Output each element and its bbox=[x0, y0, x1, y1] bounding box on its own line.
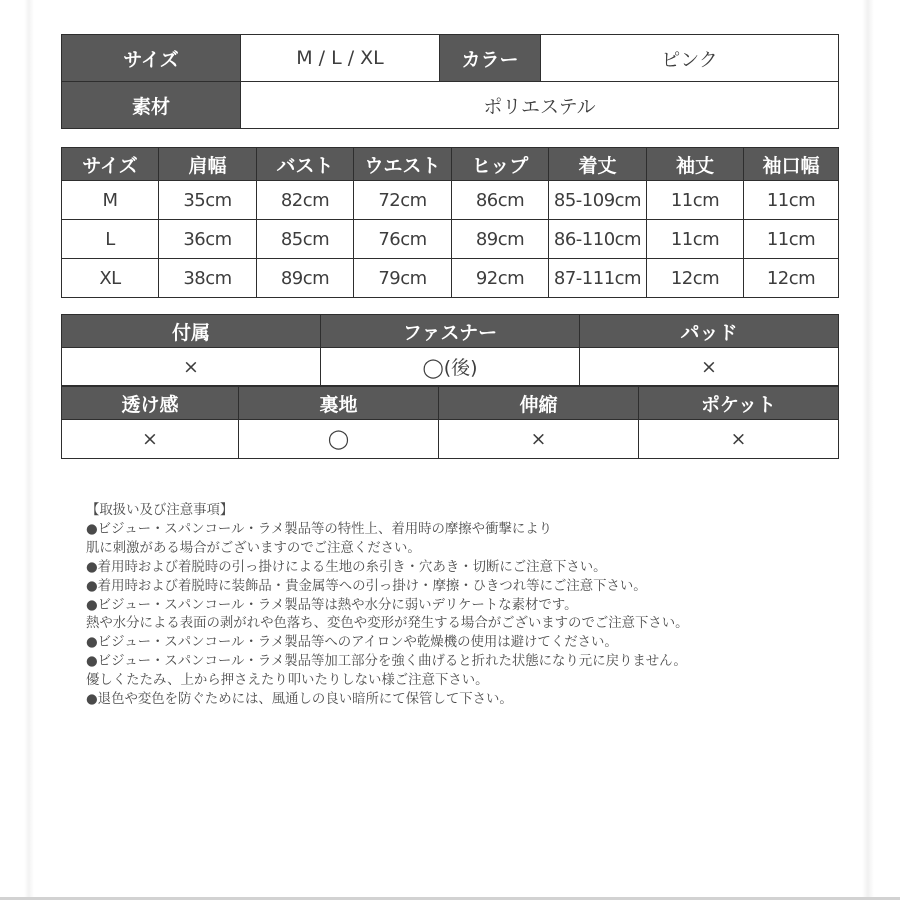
header-sleeve-length: 袖丈 bbox=[647, 148, 744, 181]
cell-hip: 89cm bbox=[452, 220, 549, 259]
header-padding: パッド bbox=[580, 315, 839, 348]
page-edge-right bbox=[862, 0, 874, 900]
features-header-row bbox=[62, 387, 839, 420]
cell-waist: 72cm bbox=[354, 181, 452, 220]
cell-hip: 92cm bbox=[452, 259, 549, 298]
header-hip: ヒップ bbox=[452, 148, 549, 181]
features-value-row bbox=[62, 348, 839, 386]
cell-shoulder-width: 38cm bbox=[159, 259, 257, 298]
size-value: M / L / XL bbox=[241, 35, 440, 82]
table-row bbox=[62, 220, 839, 259]
value-accessories: × bbox=[62, 348, 321, 386]
header-size: サイズ bbox=[62, 148, 159, 181]
care-note-line: ●ビジュー・スパンコール・ラメ製品等へのアイロンや乾燥機の使用は避けてください。 bbox=[86, 635, 618, 651]
care-note-line: ●着用時および着脱時の引っ掛けによる生地の糸引き・穴あき・切断にご注意下さい。 bbox=[86, 559, 607, 575]
care-notes bbox=[86, 502, 826, 710]
care-note-line: ●退色や変色を防ぐためには、風通しの良い暗所にて保管して下さい。 bbox=[86, 692, 513, 708]
header-shoulder-width: 肩幅 bbox=[159, 148, 257, 181]
header-cuff-width: 袖口幅 bbox=[744, 148, 839, 181]
cell-cuff-width: 11cm bbox=[744, 220, 839, 259]
cell-bust: 82cm bbox=[257, 181, 354, 220]
spec-row-material bbox=[62, 82, 839, 129]
care-note-line: ●ビジュー・スパンコール・ラメ製品等の特性上、着用時の摩擦や衝撃により bbox=[86, 521, 553, 537]
header-pocket: ポケット bbox=[639, 387, 839, 420]
header-sheerness: 透け感 bbox=[62, 387, 239, 420]
size-chart-table bbox=[61, 147, 839, 298]
color-label: カラー bbox=[440, 35, 541, 82]
cell-size: XL bbox=[62, 259, 159, 298]
header-lining: 裏地 bbox=[239, 387, 439, 420]
cell-sleeve-length: 11cm bbox=[647, 220, 744, 259]
cell-size: L bbox=[62, 220, 159, 259]
product-spec-table bbox=[61, 34, 839, 129]
care-note-line: 熱や水分による表面の剥がれや色落ち、変色や変形が発生する場合がございますのでご注意下さい。 bbox=[86, 616, 689, 632]
cell-sleeve-length: 11cm bbox=[647, 181, 744, 220]
cell-cuff-width: 11cm bbox=[744, 181, 839, 220]
cell-length: 87-111cm bbox=[549, 259, 647, 298]
cell-size: M bbox=[62, 181, 159, 220]
cell-shoulder-width: 36cm bbox=[159, 220, 257, 259]
spec-row-size-color bbox=[62, 35, 839, 82]
value-sheerness: × bbox=[62, 420, 239, 459]
care-note-line: 優しくたたみ、上から押さえたり叩いたりしない様ご注意下さい。 bbox=[86, 673, 489, 689]
value-zipper: ◯(後) bbox=[321, 348, 580, 386]
page-edge-left bbox=[24, 0, 34, 900]
value-pocket: × bbox=[639, 420, 839, 459]
header-stretch: 伸縮 bbox=[439, 387, 639, 420]
cell-cuff-width: 12cm bbox=[744, 259, 839, 298]
header-accessories: 付属 bbox=[62, 315, 321, 348]
cell-sleeve-length: 12cm bbox=[647, 259, 744, 298]
care-note-line: ●ビジュー・スパンコール・ラメ製品等は熱や水分に弱いデリケートな素材です。 bbox=[86, 597, 578, 613]
cell-length: 85-109cm bbox=[549, 181, 647, 220]
value-lining: ◯ bbox=[239, 420, 439, 459]
material-label: 素材 bbox=[62, 82, 241, 129]
features-header-row bbox=[62, 315, 839, 348]
color-value: ピンク bbox=[541, 35, 839, 82]
cell-waist: 76cm bbox=[354, 220, 452, 259]
size-chart-header-row bbox=[62, 148, 839, 181]
cell-waist: 79cm bbox=[354, 259, 452, 298]
material-value: ポリエステル bbox=[241, 82, 839, 129]
header-length: 着丈 bbox=[549, 148, 647, 181]
cell-shoulder-width: 35cm bbox=[159, 181, 257, 220]
value-stretch: × bbox=[439, 420, 639, 459]
care-note-line: ●着用時および着脱時に装飾品・貴金属等への引っ掛け・摩擦・ひきつれ等にご注意下さい。 bbox=[86, 578, 647, 594]
features-table-bottom bbox=[61, 386, 839, 459]
care-notes-title: 【取扱い及び注意事項】 bbox=[86, 503, 234, 518]
features-value-row bbox=[62, 420, 839, 459]
cell-hip: 86cm bbox=[452, 181, 549, 220]
table-row bbox=[62, 259, 839, 298]
size-label: サイズ bbox=[62, 35, 241, 82]
features-table-top bbox=[61, 314, 839, 386]
header-bust: バスト bbox=[257, 148, 354, 181]
header-waist: ウエスト bbox=[354, 148, 452, 181]
care-note-line: ●ビジュー・スパンコール・ラメ製品等加工部分を強く曲げると折れた状態になり元に戻りません。 bbox=[86, 654, 687, 670]
cell-bust: 89cm bbox=[257, 259, 354, 298]
value-padding: × bbox=[580, 348, 839, 386]
care-note-line: 肌に刺激がある場合がございますのでご注意ください。 bbox=[86, 540, 421, 556]
cell-bust: 85cm bbox=[257, 220, 354, 259]
cell-length: 86-110cm bbox=[549, 220, 647, 259]
table-row bbox=[62, 181, 839, 220]
header-zipper: ファスナー bbox=[321, 315, 580, 348]
